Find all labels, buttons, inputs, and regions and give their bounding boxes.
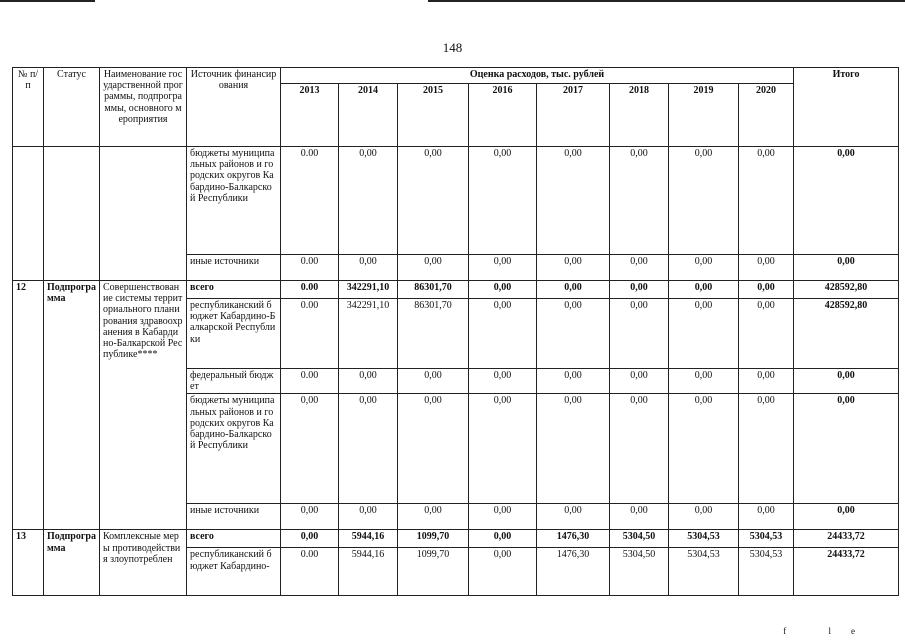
row-value: 0,00 — [610, 281, 669, 299]
row-source: иные источники — [187, 504, 281, 530]
row-value: 0,00 — [281, 504, 339, 530]
row-value: 0,00 — [469, 369, 537, 394]
header-year: 2013 — [281, 84, 339, 147]
row-program-name — [100, 147, 187, 281]
row-source: всего — [187, 281, 281, 299]
row-value: 5304,53 — [669, 548, 739, 596]
row-program-name: Комплексные меры противодействия злоупотреблен — [100, 530, 187, 596]
table-row — [13, 147, 899, 255]
row-value: 0,00 — [469, 281, 537, 299]
row-value: 0,00 — [537, 147, 610, 255]
row-total: 0,00 — [794, 504, 899, 530]
row-value: 0,00 — [537, 281, 610, 299]
row-total: 0,00 — [794, 255, 899, 281]
header-year: 2018 — [610, 84, 669, 147]
row-value: 0,00 — [469, 255, 537, 281]
row-value: 0,00 — [739, 147, 794, 255]
header-year: 2016 — [469, 84, 537, 147]
row-value: 0,00 — [739, 394, 794, 504]
row-total: 428592,80 — [794, 299, 899, 369]
row-total: 24433,72 — [794, 530, 899, 548]
row-value: 0,00 — [469, 504, 537, 530]
row-value: 0,00 — [669, 369, 739, 394]
row-value: 1476,30 — [537, 548, 610, 596]
header-year: 2014 — [339, 84, 398, 147]
row-status: Подпрограмма — [44, 530, 100, 596]
row-value: 0,00 — [537, 299, 610, 369]
row-program-name: Совершенствование системы территориального планирования здравоохранения в Кабардино-Балкарской Республике**** — [100, 281, 187, 530]
row-value: 0,00 — [739, 299, 794, 369]
row-value: 0,00 — [339, 369, 398, 394]
row-value: 0,00 — [398, 504, 469, 530]
row-value: 0.00 — [281, 147, 339, 255]
row-value: 0.00 — [281, 299, 339, 369]
row-value: 0,00 — [339, 394, 398, 504]
row-value: 0,00 — [469, 548, 537, 596]
row-value: 0,00 — [610, 299, 669, 369]
row-value: 0,00 — [669, 299, 739, 369]
row-value: 0,00 — [469, 530, 537, 548]
row-total: 0,00 — [794, 369, 899, 394]
row-value: 86301,70 — [398, 299, 469, 369]
row-value: 342291,10 — [339, 281, 398, 299]
header-year: 2015 — [398, 84, 469, 147]
row-value: 0.00 — [281, 281, 339, 299]
row-total: 0,00 — [794, 147, 899, 255]
top-rule-right — [428, 0, 905, 2]
row-value: 1476,30 — [537, 530, 610, 548]
row-number: 13 — [13, 530, 44, 596]
row-value: 0,00 — [537, 394, 610, 504]
table-row — [13, 530, 899, 548]
row-value: 0,00 — [669, 147, 739, 255]
header-status: Статус — [44, 68, 100, 147]
header-estimate: Оценка расходов, тыс. рублей — [281, 68, 794, 84]
row-value: 5304,50 — [610, 530, 669, 548]
header-year: 2020 — [739, 84, 794, 147]
row-value: 0,00 — [669, 394, 739, 504]
row-value: 0,00 — [469, 299, 537, 369]
row-value: 0,00 — [669, 504, 739, 530]
row-value: 0,00 — [537, 504, 610, 530]
top-rule-left — [0, 0, 95, 2]
row-value: 0,00 — [469, 147, 537, 255]
row-value: 0.00 — [281, 548, 339, 596]
row-status — [44, 147, 100, 281]
header-total: Итого — [794, 68, 899, 147]
row-value: 86301,70 — [398, 281, 469, 299]
row-value: 5304,53 — [739, 548, 794, 596]
row-number — [13, 147, 44, 281]
row-value: 0,00 — [398, 255, 469, 281]
row-value: 0,00 — [339, 504, 398, 530]
row-value: 5304,53 — [669, 530, 739, 548]
row-value: 0,00 — [739, 281, 794, 299]
header-source: Источник финансирования — [187, 68, 281, 147]
table-body — [13, 147, 899, 596]
header-number: № п/п — [13, 68, 44, 147]
row-value: 1099,70 — [398, 530, 469, 548]
row-value: 0,00 — [469, 394, 537, 504]
row-value: 0,00 — [669, 281, 739, 299]
row-source: иные источники — [187, 255, 281, 281]
row-value: 0,00 — [610, 255, 669, 281]
row-value: 5304,50 — [610, 548, 669, 596]
row-source: бюджеты муниципальных районов и городских округов Кабардино-Балкарской Республики — [187, 147, 281, 255]
row-value: 0,00 — [669, 255, 739, 281]
header-year: 2019 — [669, 84, 739, 147]
row-value: 0,00 — [610, 504, 669, 530]
row-value: 0,00 — [339, 147, 398, 255]
row-value: 0,00 — [398, 369, 469, 394]
row-value: 0,00 — [739, 504, 794, 530]
row-value: 0.00 — [281, 255, 339, 281]
row-value: 5304,53 — [739, 530, 794, 548]
row-value: 0,00 — [339, 255, 398, 281]
table-header — [13, 68, 899, 147]
header-year: 2017 — [537, 84, 610, 147]
row-value: 0,00 — [739, 255, 794, 281]
row-value: 0,00 — [610, 369, 669, 394]
row-value: 0,00 — [398, 394, 469, 504]
budget-table — [12, 67, 899, 596]
row-value: 0,00 — [281, 394, 339, 504]
footer-marks: f le — [783, 626, 875, 636]
row-value: 0,00 — [610, 147, 669, 255]
row-source: бюджеты муниципальных районов и городских округов Кабардино-Балкарской Республики — [187, 394, 281, 504]
row-value: 0,00 — [610, 394, 669, 504]
row-value: 0,00 — [537, 255, 610, 281]
row-value: 0,00 — [739, 369, 794, 394]
row-status: Подпрограмма — [44, 281, 100, 530]
page-number: 148 — [442, 40, 463, 55]
table-row — [13, 281, 899, 299]
row-value: 0.00 — [281, 369, 339, 394]
row-value: 0,00 — [537, 369, 610, 394]
row-number: 12 — [13, 281, 44, 530]
row-value: 342291,10 — [339, 299, 398, 369]
row-value: 0,00 — [281, 530, 339, 548]
header-name: Наименование государственной программы, подпрограммы, основного мероприятия — [100, 68, 187, 147]
row-source: федеральный бюджет — [187, 369, 281, 394]
row-value: 1099,70 — [398, 548, 469, 596]
row-source: всего — [187, 530, 281, 548]
row-value: 5944,16 — [339, 530, 398, 548]
row-total: 0,00 — [794, 394, 899, 504]
row-value: 0,00 — [398, 147, 469, 255]
row-source: республиканский бюджет Кабардино- — [187, 548, 281, 596]
row-total: 428592,80 — [794, 281, 899, 299]
row-value: 5944,16 — [339, 548, 398, 596]
row-source: республиканский бюджет Кабардино-Балкарской Республики — [187, 299, 281, 369]
row-total: 24433,72 — [794, 548, 899, 596]
